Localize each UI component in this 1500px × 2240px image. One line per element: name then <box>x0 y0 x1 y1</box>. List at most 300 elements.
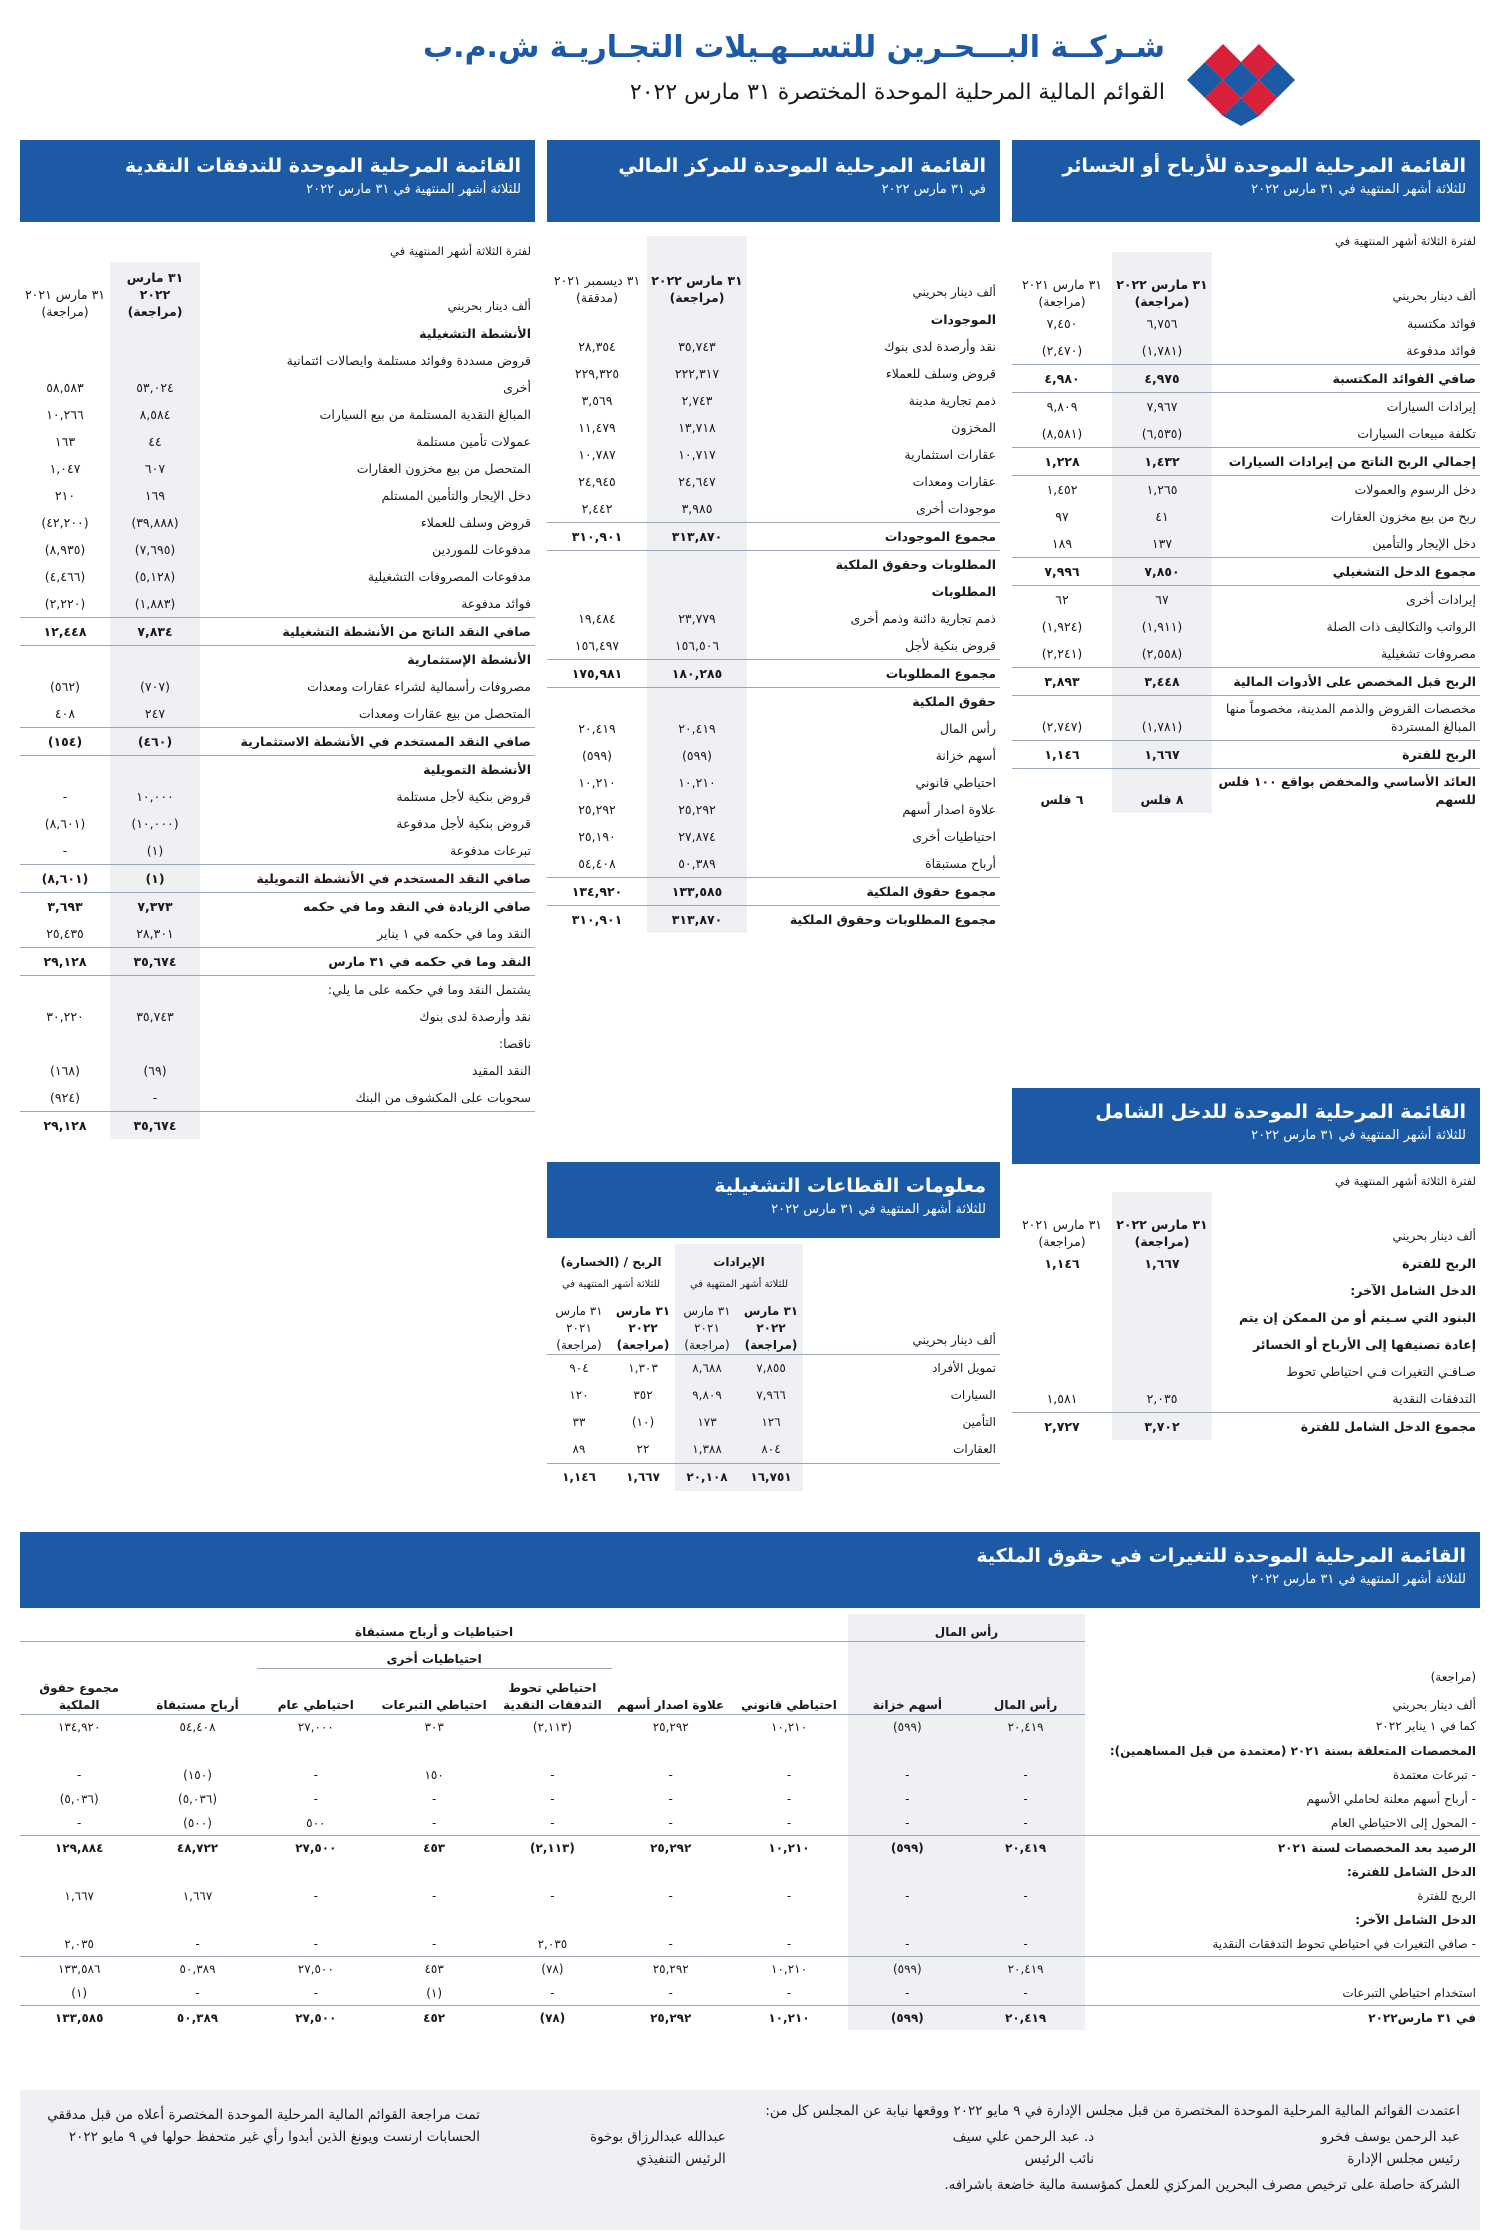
equity-value: (٢,١١٣) <box>493 1835 611 1860</box>
value-prior: (٢,٧٤٧) <box>1012 696 1112 741</box>
equity-column-header: احتياطي عام <box>257 1668 375 1714</box>
row-label: مجموع الموجودات <box>747 523 1000 551</box>
row-label: احتياطيات أخرى <box>912 829 996 844</box>
value-prior: ٤,٩٨٠ <box>1012 365 1112 393</box>
table-row <box>20 920 535 948</box>
equity-value: - <box>786 1985 792 2000</box>
row-label: الموجودات <box>930 312 996 327</box>
value-current: ٢٠,٤١٩ <box>647 715 747 742</box>
fp-title: القائمة المرحلية الموحدة للمركز المالي <box>618 155 986 177</box>
equity-value: ٢٧,٠٠٠ <box>297 1719 334 1734</box>
equity-value: - <box>550 1767 555 1782</box>
value-prior: ٣١٠,٩٠١ <box>547 523 647 551</box>
value-current: ٢٤٧ <box>110 700 200 728</box>
row-label: دخل الإيجار والتأمين <box>1372 536 1476 551</box>
equity-value <box>257 1908 375 1932</box>
segment-value: ١٢٠ <box>569 1387 589 1402</box>
row-label: البنود التي سـيتم أو من الممكن إن يتم <box>1238 1310 1476 1325</box>
value-current: (١,٧٨١) <box>1112 696 1212 741</box>
value-prior: ٤٠٨ <box>54 706 76 721</box>
equity-value: (١) <box>426 1985 443 2000</box>
row-label: فوائد مدفوعة <box>1406 343 1476 358</box>
table-row <box>1012 530 1480 558</box>
segment-value: ٧,٩٦٦ <box>739 1382 803 1409</box>
table-row <box>547 1436 1000 1464</box>
table-row <box>547 468 1000 495</box>
row-label: قروض بنكية لأجل مدفوعة <box>396 816 531 831</box>
table-row <box>20 673 535 700</box>
oci-title: القائمة المرحلية الموحدة للدخل الشامل <box>1095 1101 1466 1123</box>
equity-value: - <box>195 1985 200 2000</box>
value-current <box>647 306 747 333</box>
segment-value: ١,٣٠٣ <box>611 1354 675 1382</box>
table-row <box>20 756 535 784</box>
row-label: - المحول إلى الاحتياطي العام <box>1330 1815 1476 1830</box>
equity-value <box>966 1739 1084 1763</box>
value-current: (١) <box>110 865 200 893</box>
value-prior <box>1012 1304 1112 1331</box>
table-row <box>547 1354 1000 1382</box>
equity-value: - <box>550 1985 555 2000</box>
seg-table <box>547 1244 1000 1491</box>
cf-table <box>20 240 535 1139</box>
value-prior <box>1012 1331 1112 1358</box>
value-prior <box>547 578 647 605</box>
table-row <box>20 976 535 1004</box>
value-prior: ٢١٠ <box>54 488 76 503</box>
equity-value: ١٠,٢١٠ <box>730 2005 848 2030</box>
value-current: ٦٠٧ <box>110 455 200 482</box>
row-label: المتحصل من بيع عقارات ومعدات <box>358 706 531 721</box>
row-label: صافي النقد المستخدم في الأنشطة الاستثمارية <box>200 728 535 756</box>
equity-value: (٧٨) <box>493 1956 611 1981</box>
equity-value: - <box>431 1815 437 1830</box>
table-row <box>20 618 535 646</box>
row-label: الأنشطة الإستثمارية <box>200 646 535 674</box>
row-label <box>1085 1956 1480 1981</box>
pl-title: القائمة المرحلية الموحدة للأرباح أو الخسائر <box>1062 155 1466 177</box>
equity-value <box>966 1860 1084 1884</box>
row-label: سحوبات على المكشوف من البنك <box>355 1090 531 1105</box>
equity-value: - <box>313 1985 318 2000</box>
value-current: ٣٥,٦٧٤ <box>110 948 200 976</box>
value-prior: ٩,٨٠٩ <box>1012 393 1112 421</box>
table-row <box>547 551 1000 579</box>
equity-value <box>20 1739 138 1763</box>
value-current: (٧٠٧) <box>110 673 200 700</box>
value-prior <box>547 688 647 716</box>
value-prior: (٤٢,٢٠٠) <box>41 515 89 530</box>
cf-title: القائمة المرحلية الموحدة للتدفقات النقدية <box>124 155 521 177</box>
value-current: ١٦٩ <box>110 482 200 509</box>
equity-value: ١٣٣,٥٨٥ <box>20 2005 138 2030</box>
fp-subtitle: في ٣١ مارس ٢٠٢٢ <box>881 182 986 197</box>
row-label: مصروفات رأسمالية لشراء عقارات ومعدات <box>307 679 531 694</box>
cf-period-note: لفترة الثلاثة أشهر المنتهية في <box>390 244 531 258</box>
row-label: الدخل الشامل الآخر: <box>1350 1283 1476 1298</box>
table-row <box>20 865 535 893</box>
row-label: إعادة تصنيفها إلى الأرباح أو الخسائر <box>1253 1337 1476 1352</box>
row-label: الربح للفترة <box>1212 741 1480 769</box>
equity-value: ١٠,٢١٠ <box>730 1835 848 1860</box>
value-current: (٦٩) <box>110 1057 200 1084</box>
licence-text: الشركة حاصلة على ترخيص مصرف البحرين المركزي للعمل كمؤسسة مالية خاضعة باشرافه. <box>944 2177 1460 2193</box>
value-current: ٦٧ <box>1112 586 1212 614</box>
equity-value <box>848 1908 966 1932</box>
row-label: التأمين <box>962 1414 996 1429</box>
value-current <box>1112 1277 1212 1304</box>
equity-column-header: مجموع حقوق الملكية <box>20 1668 138 1714</box>
row-label: أخرى <box>503 380 531 395</box>
equity-value: - <box>77 1767 82 1782</box>
value-prior: (٢,٤٧٠) <box>1041 343 1083 358</box>
equity-value: ٢٠,٤١٩ <box>966 1956 1084 1981</box>
seg-grp2-note: للثلاثة أشهر المنتهية في <box>561 1278 661 1290</box>
seg-grp2: الربح / (الخسارة) <box>560 1255 662 1269</box>
pl-panel <box>1012 140 1480 813</box>
value-prior <box>20 756 110 784</box>
value-prior: ١,١٤٦ <box>1044 1256 1080 1271</box>
table-row <box>20 1763 1480 1787</box>
equity-value: - <box>848 1981 966 2006</box>
value-prior: ٢٨,٣٥٤ <box>578 339 616 354</box>
table-row <box>20 1908 1480 1932</box>
equity-value: - <box>848 1787 966 1811</box>
table-row <box>547 850 1000 878</box>
oci-col1: ٣١ مارس ٢٠٢٢ (مراجعة) <box>1112 1192 1212 1250</box>
signatory-2-title: نائب الرئيس <box>1024 2151 1095 2167</box>
equity-value: ٥٠,٣٨٩ <box>138 2005 256 2030</box>
equity-value: - <box>848 1884 966 1908</box>
row-label: مجموع الدخل الشامل للفترة <box>1212 1413 1480 1441</box>
fp-unit: ألف دينار بحريني <box>912 285 996 299</box>
value-current: ٧,٨٥٠ <box>1112 558 1212 586</box>
value-prior: ٦ فلس <box>1012 769 1112 814</box>
row-label: مجموع حقوق الملكية <box>747 878 1000 906</box>
row-label: الأنشطة التشغيلية <box>419 326 531 341</box>
row-label: الرصيد بعد المخصصات لسنة ٢٠٢١ <box>1085 1835 1480 1860</box>
segment-value: ١٢٦ <box>739 1409 803 1436</box>
table-row <box>547 660 1000 688</box>
value-current: (١,٧٨١) <box>1112 337 1212 365</box>
value-current: (١٠,٠٠٠) <box>110 810 200 837</box>
table-row <box>1012 476 1480 504</box>
equity-value: - <box>550 1815 555 1830</box>
table-row <box>20 1714 1480 1739</box>
row-label: مدفوعات المصروفات التشغيلية <box>367 569 531 584</box>
row-label: صافي الزيادة في النقد وما في حكمه <box>200 893 535 921</box>
table-row <box>20 2005 1480 2030</box>
value-prior: ٣٠,٢٢٠ <box>46 1009 84 1024</box>
row-label: الربح قبل المخصص على الأدوات المالية <box>1212 668 1480 696</box>
equity-value <box>257 1860 375 1884</box>
segment-value: ٣٣ <box>572 1414 586 1429</box>
segment-value: ٨٩ <box>572 1441 586 1456</box>
value-prior: (٩٢٤) <box>50 1090 80 1105</box>
fp-col2: ٣١ ديسمبر ٢٠٢١ (مدققة) <box>553 273 641 305</box>
value-current: ٢٥,٢٩٢ <box>647 796 747 823</box>
row-label: النقد وما في حكمه في ١ يناير <box>377 926 531 941</box>
equity-value <box>138 1860 256 1884</box>
equity-value: (٥٩٩) <box>848 1714 966 1739</box>
equity-value: - <box>431 1791 437 1806</box>
table-row <box>20 482 535 509</box>
value-current: (٥٩٩) <box>647 742 747 769</box>
table-row <box>547 605 1000 632</box>
value-current: ٣,٩٨٥ <box>647 495 747 523</box>
table-row <box>1012 310 1480 337</box>
equity-value: ١٠,٢١٠ <box>730 1956 848 1981</box>
value-prior: ١٠,٢١٠ <box>578 775 616 790</box>
value-current: ١٠,٢١٠ <box>647 769 747 796</box>
equity-value: ٥٤,٤٠٨ <box>179 1719 216 1734</box>
row-label: ذمم تجارية مدينة <box>908 393 996 408</box>
equity-value: - <box>431 1936 437 1951</box>
fp-table <box>547 236 1000 933</box>
value-prior: ١٠,٢٦٦ <box>46 407 84 422</box>
row-label: صـافـي التغيرات فـي احتياطي تحوط <box>1286 1364 1476 1379</box>
value-prior: ١٧٥,٩٨١ <box>547 660 647 688</box>
table-row <box>20 728 535 756</box>
row-label: عمولات تأمين مستلمة <box>416 434 531 449</box>
row-label: المخزون <box>951 420 996 435</box>
value-current: ٢٣,٧٧٩ <box>647 605 747 632</box>
table-row <box>547 1382 1000 1409</box>
equity-value <box>493 1860 611 1884</box>
table-row <box>1012 337 1480 365</box>
table-row <box>1012 769 1480 814</box>
row-label: حقوق الملكية <box>747 688 1000 716</box>
value-current <box>647 551 747 579</box>
value-prior: ٢٢٩,٣٢٥ <box>574 366 620 381</box>
table-row <box>1012 558 1480 586</box>
row-label <box>803 1463 1000 1491</box>
equity-value: ١,٦٦٧ <box>64 1888 94 1903</box>
row-label: المطلوبات وحقوق الملكية <box>747 551 1000 579</box>
approval-text: اعتمدت القوائم المالية المرحلية الموحدة المختصرة من قبل مجلس الإدارة في ٩ مايو ٢٠٢٢ ووقعها نيابة عن المجلس كل من: <box>765 2103 1460 2119</box>
table-row <box>547 523 1000 551</box>
equity-value: ٢٠,٤١٩ <box>966 1835 1084 1860</box>
value-current: ٣٥,٧٤٣ <box>110 1003 200 1030</box>
table-row <box>20 948 535 976</box>
oci-subtitle: للثلاثة أشهر المنتهية في ٣١ مارس ٢٠٢٢ <box>1251 1128 1466 1143</box>
equity-column-header: احتياطي تحوط التدفقات النقدية <box>493 1668 611 1714</box>
table-row <box>547 414 1000 441</box>
table-row <box>1012 741 1480 769</box>
value-current: ١,٢٦٥ <box>1112 476 1212 504</box>
segment-value: ١٦,٧٥١ <box>739 1463 803 1491</box>
table-row <box>20 1860 1480 1884</box>
row-label: الربح للفترة <box>1402 1256 1476 1271</box>
table-row <box>20 1787 1480 1811</box>
table-row <box>547 441 1000 468</box>
eq-grp-reserves: احتياطيات و أرباح مستبقاة <box>20 1614 848 1641</box>
row-label: نقد وأرصدة لدى بنوك <box>419 1009 531 1024</box>
value-prior: ٢,٧٢٧ <box>1012 1413 1112 1441</box>
value-current: ١٥٦,٥٠٦ <box>647 632 747 660</box>
equity-value: - <box>431 1888 437 1903</box>
value-prior: ٢٥,٤٣٥ <box>46 926 84 941</box>
equity-value: (٥,٠٣٦) <box>59 1791 99 1806</box>
value-current: ١٣٣,٥٨٥ <box>647 878 747 906</box>
table-row <box>547 333 1000 360</box>
equity-value: ٤٨,٧٢٢ <box>138 1835 256 1860</box>
row-label: نقد وأرصدة لدى بنوك <box>884 339 996 354</box>
table-row <box>1012 586 1480 614</box>
eq-unit: ألف دينار بحريني <box>1392 1698 1476 1712</box>
value-prior: ١٠,٧٨٧ <box>578 447 616 462</box>
value-current: (٣٩,٨٨٨) <box>110 509 200 536</box>
equity-value: (٧٨) <box>493 2005 611 2030</box>
table-row <box>547 823 1000 850</box>
value-prior: ٢٥,٢٩٢ <box>578 802 616 817</box>
equity-value: ٢٧,٥٠٠ <box>257 2005 375 2030</box>
eq-review: (مراجعة) <box>1430 1670 1476 1684</box>
table-row <box>20 563 535 590</box>
row-label: فوائد مكتسبة <box>1407 316 1476 331</box>
segment-value: ٨٠٤ <box>739 1436 803 1464</box>
value-current: - <box>110 1084 200 1112</box>
value-current: ٣٥,٦٧٤ <box>110 1112 200 1140</box>
value-current: ٢٨,٣٠١ <box>110 920 200 948</box>
value-prior: ٢٠,٤١٩ <box>578 721 616 736</box>
row-label: رأس المال <box>939 721 996 736</box>
value-current: (٤٦٠) <box>110 728 200 756</box>
segment-value: ٢٢ <box>636 1441 650 1456</box>
seg-c2: ٣١ مارس ٢٠٢١ (مراجعة) <box>675 1298 739 1354</box>
value-prior <box>547 551 647 579</box>
row-label: العقارات <box>953 1441 996 1456</box>
cf-unit: ألف دينار بحريني <box>447 299 531 313</box>
equity-value <box>375 1908 493 1932</box>
row-label: تبرعات مدفوعة <box>449 843 531 858</box>
equity-value: ٢٥,٢٩٢ <box>612 1956 730 1981</box>
value-prior <box>20 646 110 674</box>
row-label: موجودات أخرى <box>916 501 996 516</box>
table-row <box>20 509 535 536</box>
row-label: أسهم خزانة <box>935 748 996 763</box>
table-row <box>547 306 1000 333</box>
value-current: ١,٦٦٧ <box>1112 1250 1212 1277</box>
value-current: ٢,٠٣٥ <box>1112 1385 1212 1413</box>
segment-value: ٣٥٢ <box>633 1387 653 1402</box>
value-prior: (١٦٨) <box>50 1063 80 1078</box>
segment-value: ٢٠,١٠٨ <box>675 1463 739 1491</box>
equity-value: ٢٠,٤١٩ <box>966 2005 1084 2030</box>
row-label: عقارات استثمارية <box>904 447 996 462</box>
row-label: قروض بنكية لأجل <box>905 638 996 653</box>
value-current: ٤,٩٧٥ <box>1112 365 1212 393</box>
value-current: ٢٢٢,٣١٧ <box>647 360 747 387</box>
row-label: مصروفات تشغيلية <box>1380 646 1476 661</box>
table-row <box>547 688 1000 716</box>
value-prior: ١٣٤,٩٢٠ <box>547 878 647 906</box>
table-row <box>1012 1277 1480 1304</box>
table-row <box>20 1811 1480 1836</box>
cf-col1: ٣١ مارس ٢٠٢٢ (مراجعة) <box>110 262 200 320</box>
pl-table <box>1012 230 1480 813</box>
row-label: صافي الفوائد المكتسبة <box>1212 365 1480 393</box>
value-current: ١٠,٧١٧ <box>647 441 747 468</box>
equity-value: ٥٠,٣٨٩ <box>138 1956 256 1981</box>
equity-value: - <box>668 1767 673 1782</box>
value-prior: ٢٩,١٢٨ <box>20 948 110 976</box>
table-row <box>20 455 535 482</box>
equity-value <box>848 1860 966 1884</box>
equity-value <box>966 1908 1084 1932</box>
equity-value <box>20 1860 138 1884</box>
eq-grp-capital: رأس المال <box>848 1614 1085 1641</box>
equity-value: ٢٧,٥٠٠ <box>257 1835 375 1860</box>
value-current: ٨,٥٨٤ <box>110 401 200 428</box>
value-current: ٢,٧٤٣ <box>647 387 747 414</box>
equity-value: (٥٩٩) <box>848 1835 966 1860</box>
table-row <box>1012 1331 1480 1358</box>
value-current: (٥,١٢٨) <box>110 563 200 590</box>
seg-subtitle: للثلاثة أشهر المنتهية في ٣١ مارس ٢٠٢٢ <box>771 1202 986 1217</box>
table-row <box>547 769 1000 796</box>
cf-subtitle: للثلاثة أشهر المنتهية في ٣١ مارس ٢٠٢٢ <box>306 182 521 197</box>
equity-value: ٢,٠٣٥ <box>537 1936 568 1951</box>
value-prior: ١١,٤٧٩ <box>578 420 616 435</box>
row-label: المتحصل من بيع مخزون العقارات <box>356 461 531 476</box>
equity-value: - <box>77 1815 82 1830</box>
pl-col1: ٣١ مارس ٢٠٢٢ (مراجعة) <box>1112 252 1212 310</box>
value-current <box>110 756 200 784</box>
value-prior: (٥٩٩) <box>582 748 612 763</box>
row-label: في ٣١ مارس٢٠٢٢ <box>1085 2005 1480 2030</box>
row-label: ناقصا: <box>498 1036 531 1051</box>
table-row <box>20 590 535 618</box>
table-row <box>1012 393 1480 421</box>
eq-grp-other: احتياطيات أخرى <box>257 1641 612 1668</box>
row-label: كما في ١ يناير ٢٠٢٢ <box>1375 1719 1476 1734</box>
row-label: صافي النقد المستخدم في الأنشطة التمويلية <box>200 865 535 893</box>
value-current: (٦,٥٣٥) <box>1112 420 1212 448</box>
row-label: قروض مسددة وفوائد مستلمة وايصالات ائتمانية <box>286 353 531 368</box>
equity-value: ٣٠٣ <box>424 1719 444 1734</box>
equity-value: - <box>313 1936 318 1951</box>
seg-unit: ألف دينار بحريني <box>912 1332 996 1347</box>
equity-value: (٥,٠٣٦) <box>178 1791 218 1806</box>
table-row <box>1012 1250 1480 1277</box>
table-row <box>20 837 535 865</box>
value-current <box>1112 1304 1212 1331</box>
value-prior: (٥٦٢) <box>50 679 80 694</box>
value-prior: ٩٧ <box>1055 509 1069 524</box>
equity-value: ١٢٩,٨٨٤ <box>20 1835 138 1860</box>
pl-subtitle: للثلاثة أشهر المنتهية في ٣١ مارس ٢٠٢٢ <box>1251 182 1466 197</box>
value-current: (٢,٥٥٨) <box>1112 640 1212 668</box>
value-current: ٢٧,٨٧٤ <box>647 823 747 850</box>
value-prior: (٨,٦٠١) <box>44 816 86 831</box>
table-row <box>20 374 535 401</box>
value-prior: ٣,٨٩٣ <box>1012 668 1112 696</box>
row-label: مجموع الدخل التشغيلي <box>1212 558 1480 586</box>
row-label: العائد الأساسي والمخفض بواقع ١٠٠ فلس للسهم <box>1212 769 1480 814</box>
value-current: ١٠,٠٠٠ <box>110 783 200 810</box>
segment-value: (١٠) <box>631 1414 655 1429</box>
value-current <box>110 347 200 374</box>
signatory-1-name: عبد الرحمن يوسف فخرو <box>1321 2129 1460 2145</box>
oci-unit: ألف دينار بحريني <box>1392 1229 1476 1243</box>
value-prior: ١,٢٢٨ <box>1012 448 1112 476</box>
value-prior: (١٥٤) <box>20 728 110 756</box>
row-label: دخل الرسوم والعمولات <box>1212 476 1480 504</box>
row-label: مجموع المطلوبات وحقوق الملكية <box>747 906 1000 934</box>
value-current: ٨ فلس <box>1112 769 1212 814</box>
table-row <box>1012 420 1480 448</box>
